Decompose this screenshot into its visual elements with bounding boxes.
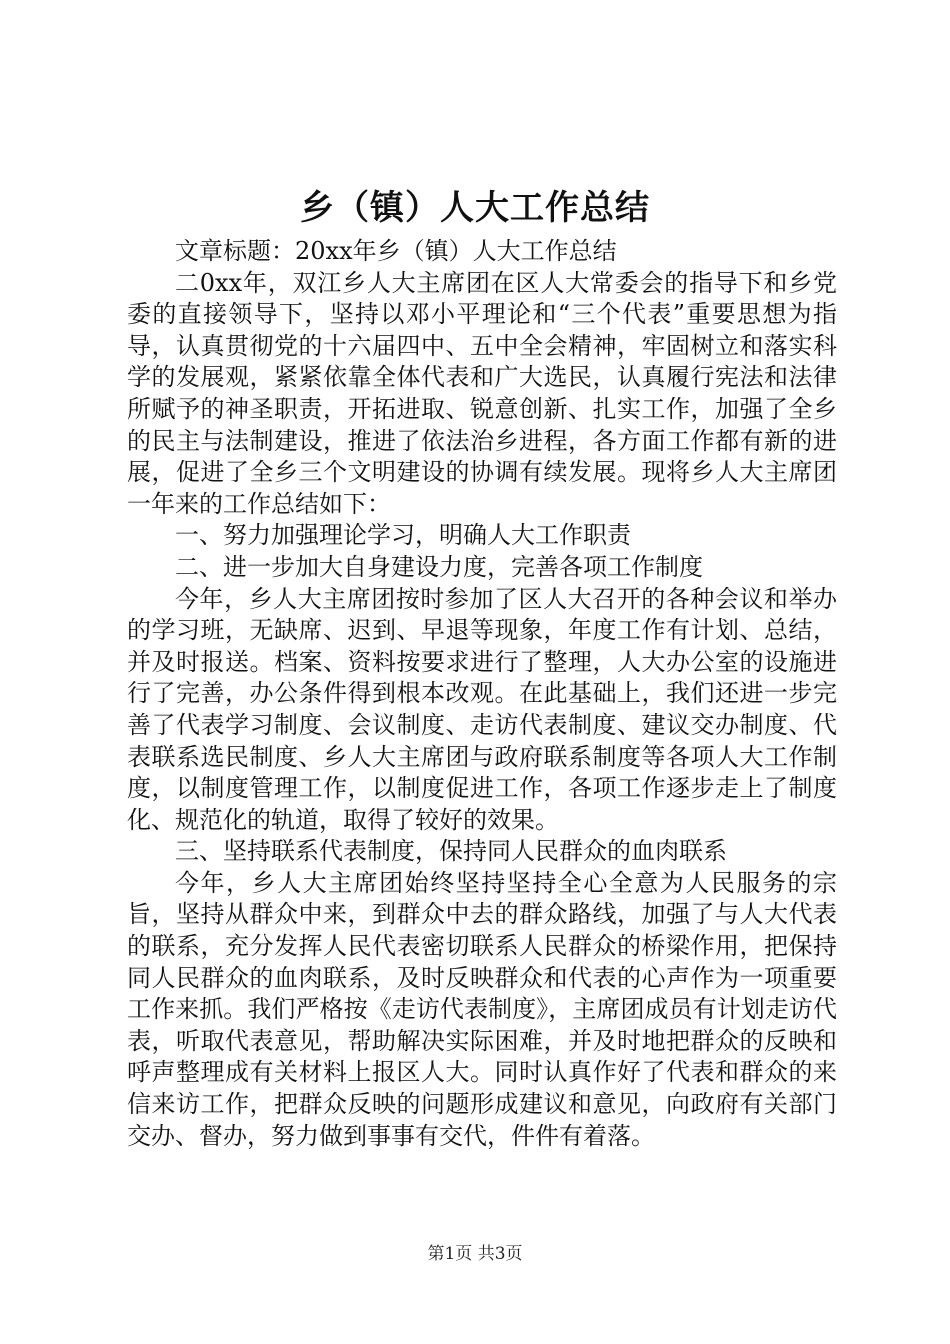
section-heading-1: 一、努力加强理论学习，明确人大工作职责 — [175, 521, 631, 550]
section-heading-2: 二、进一步加大自身建设力度，完善各项工作制度 — [175, 552, 703, 581]
intro-paragraph: 二0xx年，双江乡人大主席团在区人大常委会的指导下和乡党委的直接领导下，坚持以邓小平理论和“三个代表”重要思想为指导，认真贯彻党的十六届四中、五中全会精神，牢固树立和落实科学的发展观，紧紧依靠全体代表和广大选民，认真履行宪法和法律所赋予的神圣职责，开拓进取、锐意创新、扎实工作，加强了全乡的民主与法制建设，推进了依法治乡进程，各方面工作都有新的进展，促进了全乡三个文明建设的协调有续发展。现将乡人大主席团一年来的工作总结如下： — [127, 268, 837, 518]
document-title: 乡（镇）人大工作总结 — [300, 188, 650, 228]
page-footer: 第1页 共3页 — [427, 1244, 523, 1264]
document-body — [127, 236, 837, 1152]
section-3-paragraph: 今年，乡人大主席团始终坚持坚持全心全意为人民服务的宗旨，坚持从群众中来，到群众中去的群众路线，加强了与人大代表的联系，充分发挥人民代表密切联系人民群众的桥梁作用，把保持同人民群众的血肉联系，及时反映群众和代表的心声作为一项重要工作来抓。我们严格按《走访代表制度》，主席团成员有计划走访代表，听取代表意见，帮助解决实际困难，并及时地把群众的反映和呼声整理成有关材料上报区人大。同时认真作好了代表和群众的来信来访工作，把群众反映的问题形成建议和意见，向政府有关部门交办、督办，努力做到事事有交代，件件有着落。 — [127, 868, 837, 1150]
section-2-paragraph: 今年，乡人大主席团按时参加了区人大召开的各种会议和举办的学习班，无缺席、迟到、早退等现象，年度工作有计划、总结，并及时报送。档案、资料按要求进行了整理，人大办公室的设施进行了完善，办公条件得到根本改观。在此基础上，我们还进一步完善了代表学习制度、会议制度、走访代表制度、建议交办制度、代表联系选民制度、乡人大主席团与政府联系制度等各项人大工作制度，以制度管理工作，以制度促进工作，各项工作逐步走上了制度化、规范化的轨道，取得了较好的效果。 — [127, 584, 837, 834]
article-title-line: 文章标题：20xx年乡（镇）人大工作总结 — [175, 237, 617, 265]
section-heading-3: 三、坚持联系代表制度，保持同人民群众的血肉联系 — [175, 837, 727, 866]
